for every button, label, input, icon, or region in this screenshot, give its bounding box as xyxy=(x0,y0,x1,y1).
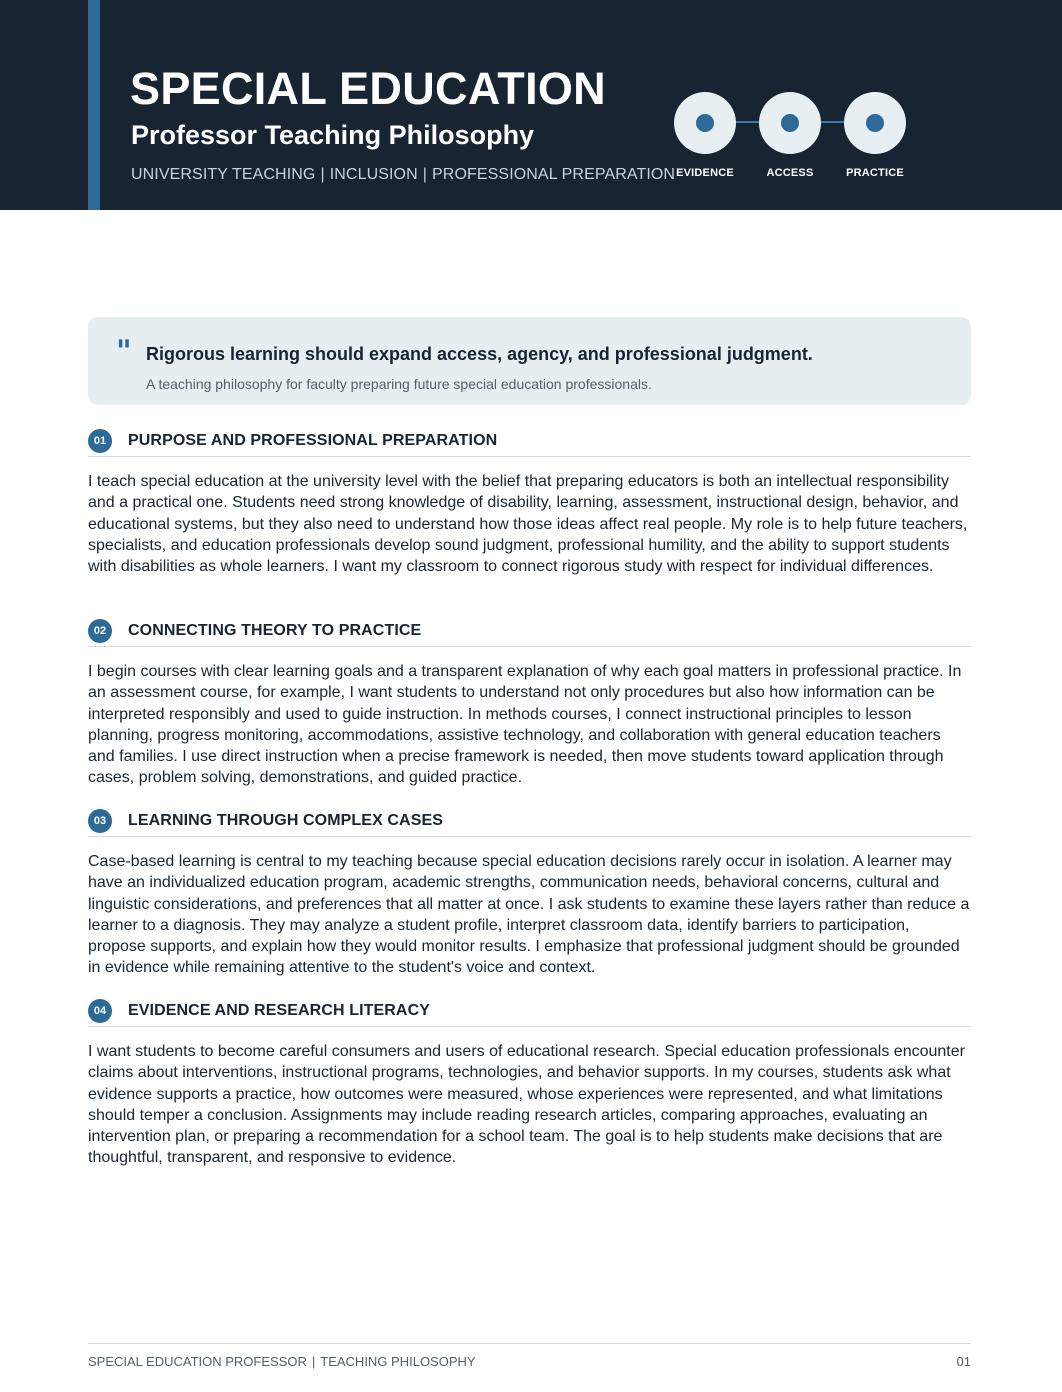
section-heading xyxy=(88,808,971,837)
practice-node-icon xyxy=(844,92,906,154)
document-subtitle: Professor Teaching Philosophy xyxy=(131,120,535,150)
tag-inclusion: INCLUSION xyxy=(329,166,418,183)
quote-subtext: A teaching philosophy for faculty preparing future special education professionals. xyxy=(146,376,652,392)
node-label-access: ACCESS xyxy=(766,167,814,179)
tag-separator: | xyxy=(422,166,428,183)
page-number: 01 xyxy=(956,1354,971,1369)
section-number-badge: 02 xyxy=(88,619,112,643)
section-number-badge: 03 xyxy=(88,809,112,833)
section-purpose xyxy=(88,428,971,577)
footer-caption-a: SPECIAL EDUCATION PROFESSOR xyxy=(88,1354,307,1369)
evidence-node-icon xyxy=(674,92,736,154)
section-theory-to-practice xyxy=(88,618,971,789)
footer-caption xyxy=(88,1354,476,1370)
section-body: I begin courses with clear learning goals and a transparent explanation of why each goal matters in professional practice. In an assessment course, for example, I want students to understand not only procedures but also how information can be interpreted responsibly and used to guide instruction. In methods courses, I connect instructional principles to lesson planning, progress monitoring, accommodations, assistive technology, and collaboration with general education teachers and families. I use direct instruction when a precise framework is needed, then move students toward application through cases, problem solving, demonstrations, and guided practice. xyxy=(88,663,962,787)
node-label-evidence: EVIDENCE xyxy=(676,167,734,179)
section-body: I teach special education at the university level with the belief that preparing educators is both an intellectual responsibility and a practical one. Students need strong knowledge of disability, learning, assessment, instructional design, behavior, and educational systems, but they also need to understand how those ideas affect real people. My role is to help future teachers, specialists, and education professionals develop sound judgment, professional humility, and the ability to support students with disabilities as whole learners. I want my classroom to connect rigorous study with respect for individual differences. xyxy=(88,473,968,576)
quote-mark-icon: " xyxy=(116,334,132,369)
section-title: PURPOSE AND PROFESSIONAL PREPARATION xyxy=(128,432,498,449)
document-title: SPECIAL EDUCATION xyxy=(130,63,606,114)
quote-text: Rigorous learning should expand access, agency, and professional judgment. xyxy=(146,344,813,364)
process-nodes xyxy=(672,92,912,192)
node-dot-icon xyxy=(781,114,799,132)
access-node-icon xyxy=(759,92,821,154)
section-number-badge: 01 xyxy=(88,429,112,453)
section-title: LEARNING THROUGH COMPLEX CASES xyxy=(128,812,444,829)
section-heading xyxy=(88,618,971,647)
section-research-literacy xyxy=(88,998,971,1169)
node-label-practice: PRACTICE xyxy=(846,167,904,179)
tag-professional-preparation: PROFESSIONAL PREPARATION xyxy=(432,166,676,183)
node-dot-icon xyxy=(696,114,714,132)
header-band xyxy=(0,0,1062,210)
quote-callout xyxy=(88,317,971,405)
section-title: CONNECTING THEORY TO PRACTICE xyxy=(128,622,422,639)
tag-university-teaching: UNIVERSITY TEACHING xyxy=(131,166,316,183)
section-number-badge: 04 xyxy=(88,999,112,1023)
node-dot-icon xyxy=(866,114,884,132)
tagline xyxy=(131,165,675,185)
section-body: I want students to become careful consumers and users of educational research. Special education professionals encounter claims about interventions, instructional programs, technologies, and behavior supports. In my courses, students ask what evidence supports a practice, how outcomes were measured, whose experiences were represented, and what limitations should temper a conclusion. Assignments may include reading research articles, comparing approaches, evaluating an intervention plan, or preparing a recommendation for a school team. The goal is to help students make decisions that are thoughtful, transparent, and responsive to evidence. xyxy=(88,1043,965,1167)
section-body: Case-based learning is central to my teaching because special education decisions rarely occur in isolation. A learner may have an individualized education program, academic strengths, communication needs, behavioral concerns, cultural and linguistic considerations, and preferences that all matter at once. I ask students to examine these layers rather than reduce a learner to a diagnosis. They may analyze a student profile, interpret classroom data, identify barriers to participation, propose supports, and explain how they would monitor results. I emphasize that professional judgment should be grounded in evidence while remaining attentive to the student's voice and context. xyxy=(88,853,970,977)
section-title: EVIDENCE AND RESEARCH LITERACY xyxy=(128,1002,430,1019)
tag-separator: | xyxy=(320,166,325,183)
footer-separator: | xyxy=(311,1354,316,1369)
section-heading xyxy=(88,998,971,1027)
header-accent-bar xyxy=(88,0,100,210)
section-heading xyxy=(88,428,971,457)
section-complex-cases xyxy=(88,808,971,979)
footer-caption-b: TEACHING PHILOSOPHY xyxy=(320,1354,476,1369)
footer-divider xyxy=(88,1343,971,1344)
